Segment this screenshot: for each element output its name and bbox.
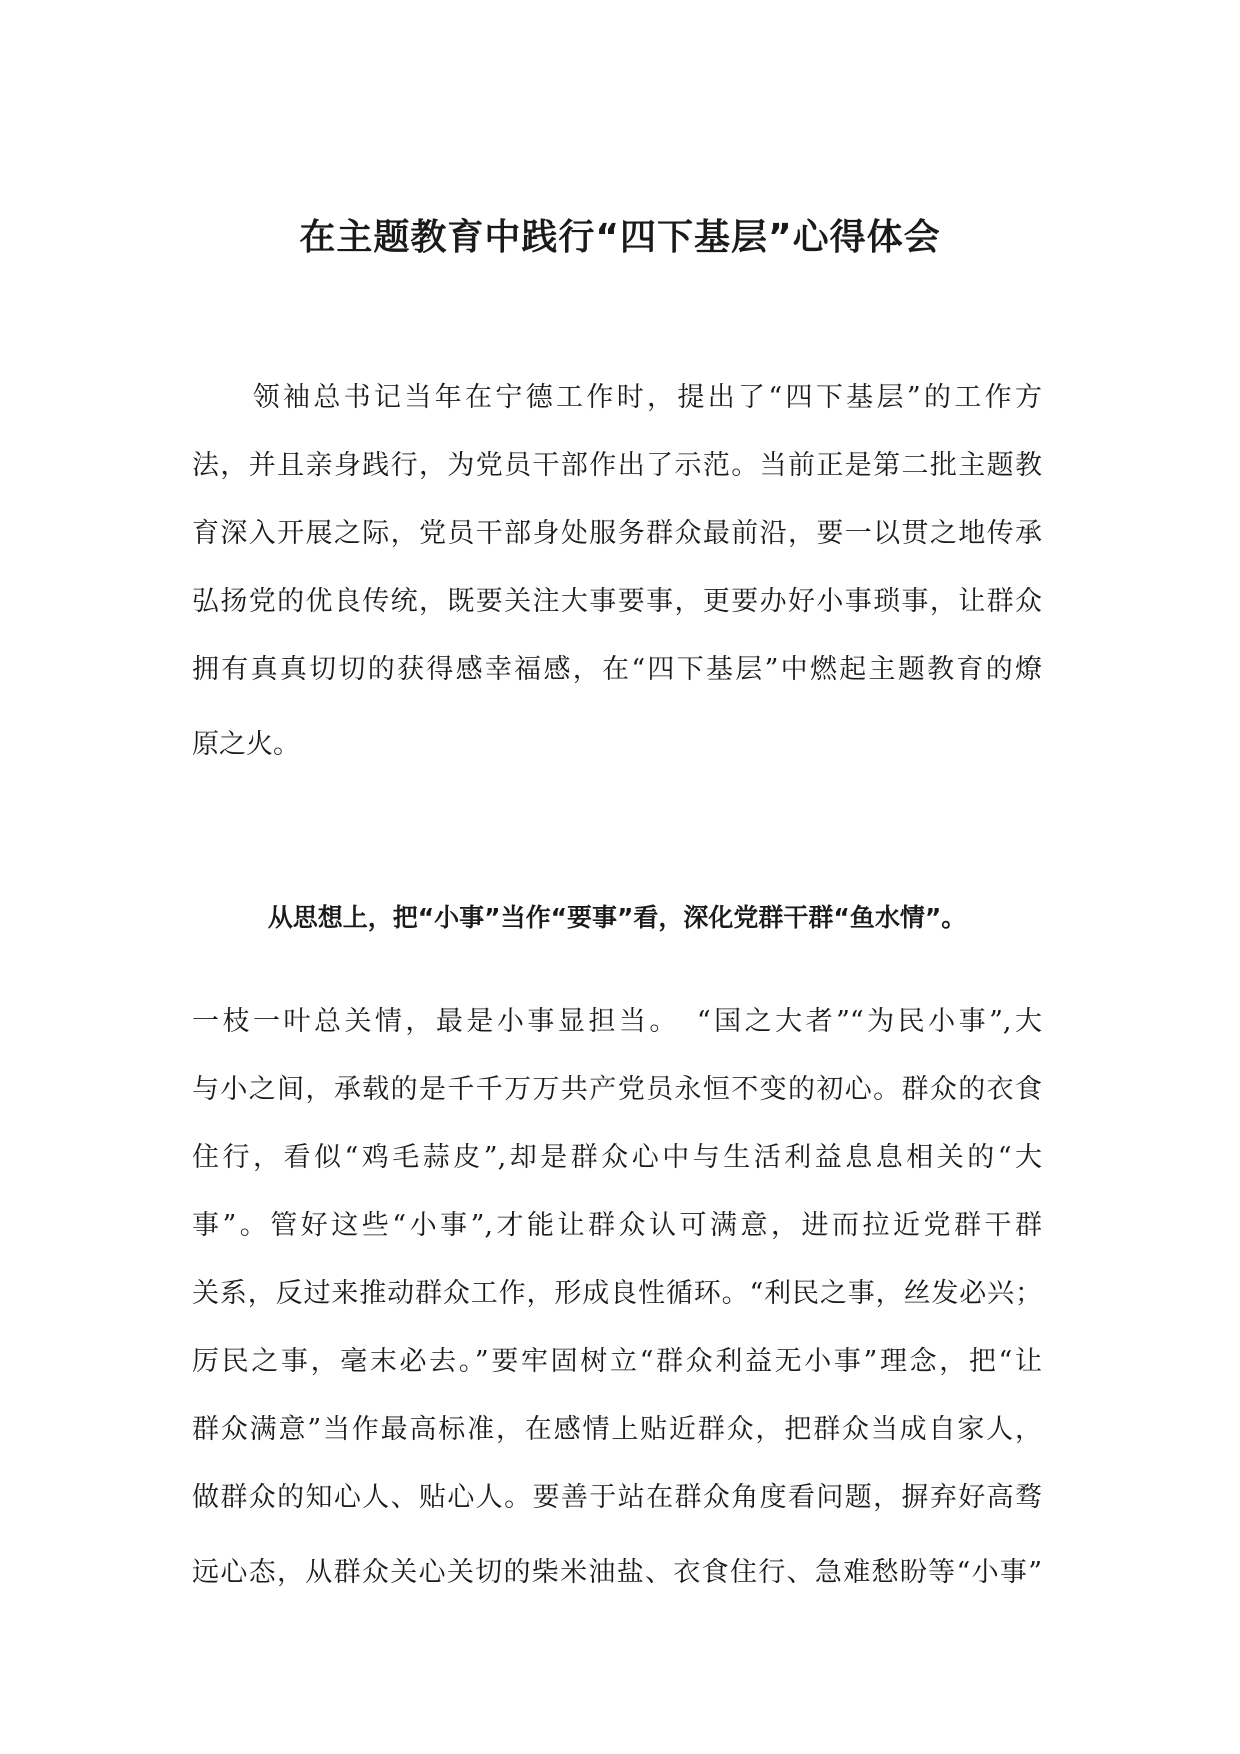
intro-line: 弘扬党的优良传统，既要关注大事要事，更要办好小事琐事，让群众 (192, 586, 1042, 617)
section-line: 群众满意”当作最高标准，在感情上贴近群众，把群众当成自家人， (192, 1414, 1042, 1445)
intro-line: 原之火。 (192, 729, 300, 760)
intro-line: 法，并且亲身践行，为党员干部作出了示范。当前正是第二批主题教 (192, 450, 1042, 481)
intro-line: 育深入开展之际，党员干部身处服务群众最前沿，要一以贯之地传承 (192, 518, 1042, 549)
document-title: 在主题教育中践行“四下基层”心得体会 (299, 217, 941, 258)
section-line: 与小之间，承载的是千千万万共产党员永恒不变的初心。群众的衣食 (192, 1074, 1042, 1105)
section-line: 做群众的知心人、贴心人。要善于站在群众角度看问题，摒弃好高骛 (192, 1482, 1042, 1513)
section-line: 事”。管好这些“小事”,才能让群众认可满意，进而拉近党群干群 (192, 1210, 1042, 1241)
section-heading: 从思想上，把“小事”当作“要事”看，深化党群干群“鱼水情”。 (267, 903, 967, 932)
intro-line: 拥有真真切切的获得感幸福感，在“四下基层”中燃起主题教育的燎 (192, 654, 1042, 685)
section-line: 一枝一叶总关情，最是小事显担当。 “国之大者”“为民小事”,大 (192, 1006, 1042, 1037)
section-line: 住行，看似“鸡毛蒜皮”,却是群众心中与生活利益息息相关的“大 (192, 1142, 1042, 1173)
intro-line: 领袖总书记当年在宁德工作时，提出了“四下基层”的工作方 (192, 382, 1042, 413)
section-line: 关系，反过来推动群众工作，形成良性循环。“利民之事，丝发必兴； (192, 1278, 1042, 1309)
section-line: 厉民之事，毫末必去。”要牢固树立“群众利益无小事”理念，把“让 (192, 1346, 1042, 1377)
section-line: 远心态，从群众关心关切的柴米油盐、衣食住行、急难愁盼等“小事” (192, 1557, 1042, 1588)
